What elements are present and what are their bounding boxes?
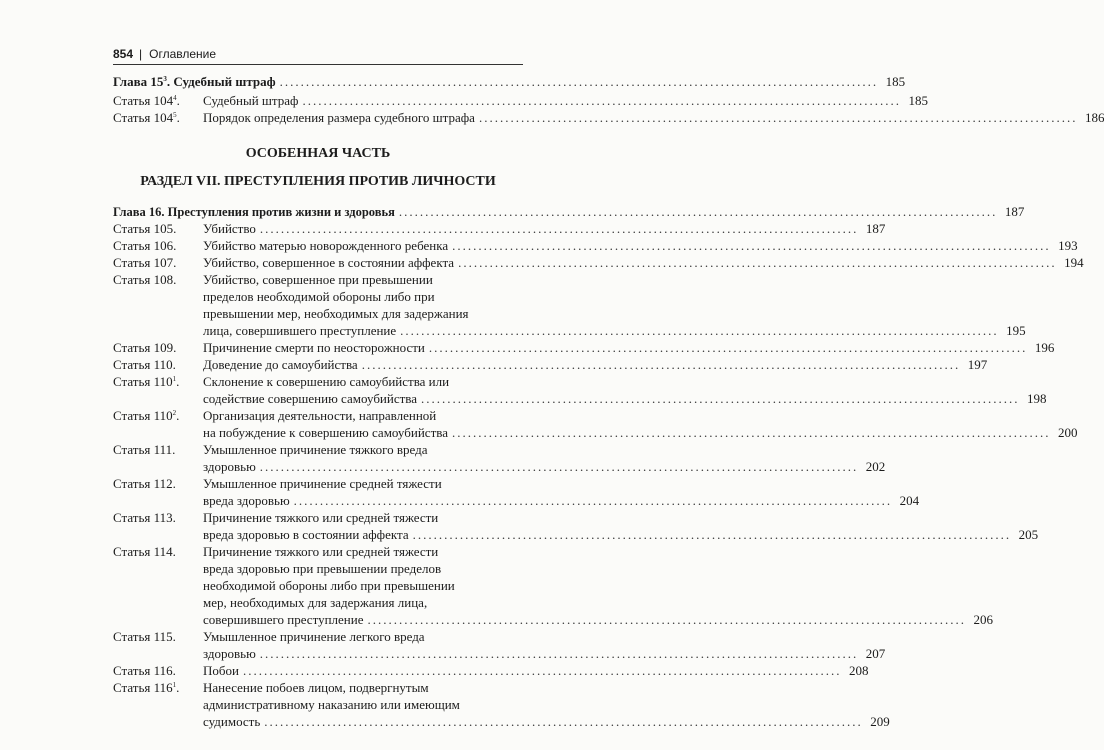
entry-title-line: мер, необходимых для задержания лица,: [203, 595, 428, 610]
page-ref: 206: [973, 612, 993, 627]
page-ref: 187: [865, 221, 886, 236]
chapter-title-rest: . Судебный штраф: [166, 74, 276, 89]
page-ref: 208: [848, 663, 869, 678]
page-ref: 204: [899, 493, 920, 508]
section-heading: РАЗДЕЛ VII. ПРЕСТУПЛЕНИЯ ПРОТИВ ЛИЧНОСТИ: [140, 174, 496, 189]
special-part-heading: ОСОБЕННАЯ ЧАСТЬ: [245, 146, 391, 161]
entry-title-line: пределов необходимой обороны либо при: [203, 289, 435, 304]
article-label: Статья $116^1$.: [113, 680, 180, 695]
header-separator: |: [139, 47, 143, 61]
chapter-title: Глава 16. Преступления против жизни и здоровья: [113, 205, 395, 219]
entry-title-line: совершившего преступление: [203, 612, 364, 627]
running-header: [113, 44, 523, 65]
page-ref: 185: [908, 93, 928, 108]
header-title: Оглавление: [149, 47, 217, 61]
dot-leader: ..................................................................................................................: [361, 357, 961, 372]
dot-leader: ..................................................................................................................: [451, 425, 1051, 440]
page-ref: 196: [1034, 340, 1055, 355]
article-label: Статья 106.: [113, 238, 177, 253]
entry-title-line: лица, совершившего преступление: [203, 323, 397, 338]
chapter-title: Глава 15: [113, 74, 164, 89]
article-label: Статья 107.: [113, 255, 177, 270]
entry-title-line: превышении мер, необходимых для задержания: [203, 306, 469, 321]
article-label: Статья $104^4$.: [113, 93, 180, 108]
chapter-superscript: 3: [163, 75, 167, 83]
entry-title-line: Убийство, совершенное в состоянии аффекта: [203, 255, 455, 270]
article-label: Статья 112.: [113, 476, 176, 491]
entry-title-line: Причинение тяжкого или средней тяжести: [203, 510, 439, 525]
article-label: Статья 113.: [113, 510, 176, 525]
page-number: 854: [113, 47, 134, 61]
entry-title-line: Причинение тяжкого или средней тяжести: [203, 544, 439, 559]
entry-title-line: Умышленное причинение средней тяжести: [203, 476, 442, 491]
dot-leader: ..................................................................................................................: [264, 714, 863, 729]
article-label: Статья 105.: [113, 221, 177, 236]
page-ref: 202: [865, 459, 886, 474]
dot-leader: ..................................................................................................................: [293, 493, 893, 508]
dot-leader: ..................................................................................................................: [412, 527, 1012, 542]
entry-title-line: Побои: [203, 663, 239, 678]
entry-title-line: судимость: [203, 714, 261, 729]
dot-leader: ..................................................................................................................: [458, 255, 1057, 270]
article-label: Статья $110^1$.: [113, 374, 180, 389]
entry-title-line: административному наказанию или имеющим: [203, 697, 460, 712]
article-label: Статья 110.: [113, 357, 176, 372]
page-ref: 195: [1006, 323, 1026, 338]
entry-title-line: здоровью: [203, 646, 256, 661]
page-ref: 187: [1004, 204, 1025, 219]
article-label: Статья $104^5$.: [113, 110, 180, 125]
dot-leader: ..................................................................................................................: [367, 612, 966, 627]
entry-title-line: Убийство матерью новорожденного ребенка: [203, 238, 449, 253]
entry-title-line: здоровью: [203, 459, 256, 474]
entry-title-line: Судебный штраф: [203, 93, 299, 108]
page-ref: 207: [865, 646, 886, 661]
dot-leader: ..................................................................................................................: [259, 459, 859, 474]
entry-title-line: содействие совершению самоубийства: [203, 391, 418, 406]
entry-title-line: Порядок определения размера судебного штрафа: [203, 110, 475, 125]
article-label: Статья 114.: [113, 544, 176, 559]
entry-title-line: Доведение до самоубийства: [203, 357, 358, 372]
dot-leader: ..................................................................................................................: [452, 238, 1051, 253]
dot-leader: ..................................................................................................................: [302, 93, 901, 108]
page-ref: 205: [1018, 527, 1039, 542]
page-ref: 193: [1058, 238, 1078, 253]
entry-title-line: вреда здоровью: [203, 493, 290, 508]
article-label: Статья 108.: [113, 272, 177, 287]
entry-title-line: Убийство, совершенное при превышении: [203, 272, 433, 287]
dot-leader: ..................................................................................................................: [421, 391, 1020, 406]
article-label: Статья $110^2$.: [113, 408, 180, 423]
dot-leader: ..................................................................................................................: [259, 221, 859, 236]
page-ref: 194: [1064, 255, 1084, 270]
entry-title-line: Причинение смерти по неосторожности: [203, 340, 425, 355]
dot-leader: ..................................................................................................................: [428, 340, 1028, 355]
document-page: 854 | Оглавление Глава $15^3$. Судебный штраф .................................................................................................................. 185 Статья $104^4$. Судебный штраф .................................................................................................................. 185 Статья $104^5$. Порядок определения размера судебного штрафа .................................................................................................................. 186 ОСОБЕННАЯ ЧАСТЬ РАЗДЕЛ VII. ПРЕСТУПЛЕНИЯ ПРОТИВ ЛИЧНОСТИ Глава 16. Преступления против жизни и здоровья .................................................................................................................. 187 Статья 105. Убийство .................................................................................................................. 187 Статья 106. Убийство матерью новорожденного ребенка .................................................................................................................. 193 Статья 107. Убийство, совершенное в состоянии аффекта .................................................................................................................. 194 Статья 108. Убийство, совершенное при превышении пределов необходимой обороны либо при превышении мер, необходимых для задержания лица, совершившего преступление .................................................................................................................. 195 Статья 109. Причинение смерти по неосторожности .................................................................................................................. 196 Статья 110. Доведение до самоубийства .................................................................................................................. 197 Статья $110^1$. Склонение к совершению самоубийства или содействие совершению самоубийства .................................................................................................................. 198 Статья $110^2$. Организация деятельности, направленной на побуждение к совершению самоубийства .................................................................................................................. 200 Статья 111. Умышленное причинение тяжкого вреда здоровью .................................................................................................................. 202 Статья 112. Умышленное причинение средней тяжести вреда здоровью .................................................................................................................. 204 Статья 113. Причинение тяжкого или средней тяжести вреда здоровью в состоянии аффекта .................................................................................................................. 205 Статья 114. Причинение тяжкого или средней тяжести вреда здоровью при превышении пределов необходимой обороны либо при превышении мер, необходимых для задержания лица, совершившего преступление .................................................................................................................. 206 Статья 115. Умышленное причинение легкого вреда здоровью .................................................................................................................. 207 Статья 116. Побои .................................................................................................................. 208 Статья $116^1$. Нанесение побоев лицом, подвергнутым административному наказанию или имеющим судимость .................................................................................................................. 209: [0, 0, 600, 750]
article-label: Статья 109.: [113, 340, 177, 355]
entry-title-line: Убийство: [203, 221, 256, 236]
entry-title-line: Склонение к совершению самоубийства или: [203, 374, 450, 389]
dot-leader: ..................................................................................................................: [259, 646, 859, 661]
dot-leader: ..................................................................................................................: [242, 663, 842, 678]
entry-title-line: вреда здоровью в состоянии аффекта: [203, 527, 409, 542]
page-ref: 200: [1057, 425, 1078, 440]
entry-title-line: Организация деятельности, направленной: [203, 408, 437, 423]
dot-leader: ..................................................................................................................: [400, 323, 999, 338]
page-ref: 186: [1084, 110, 1104, 125]
dot-leader: ..................................................................................................................: [478, 110, 1078, 125]
page-ref: 209: [870, 714, 890, 729]
entry-title-line: Нанесение побоев лицом, подвергнутым: [203, 680, 429, 695]
page-ref: 197: [967, 357, 988, 372]
entry-title-line: Умышленное причинение тяжкого вреда: [203, 442, 428, 457]
article-label: Статья 116.: [113, 663, 176, 678]
entry-title-line: Умышленное причинение легкого вреда: [203, 629, 425, 644]
entry-title-line: на побуждение к совершению самоубийства: [203, 425, 448, 440]
page-ref: 185: [885, 74, 906, 89]
article-label: Статья 111.: [113, 442, 176, 457]
entry-title-line: необходимой обороны либо при превышении: [203, 578, 455, 593]
page-ref: 198: [1027, 391, 1047, 406]
article-label: Статья 115.: [113, 629, 176, 644]
entry-title-line: вреда здоровью при превышении пределов: [203, 561, 442, 576]
